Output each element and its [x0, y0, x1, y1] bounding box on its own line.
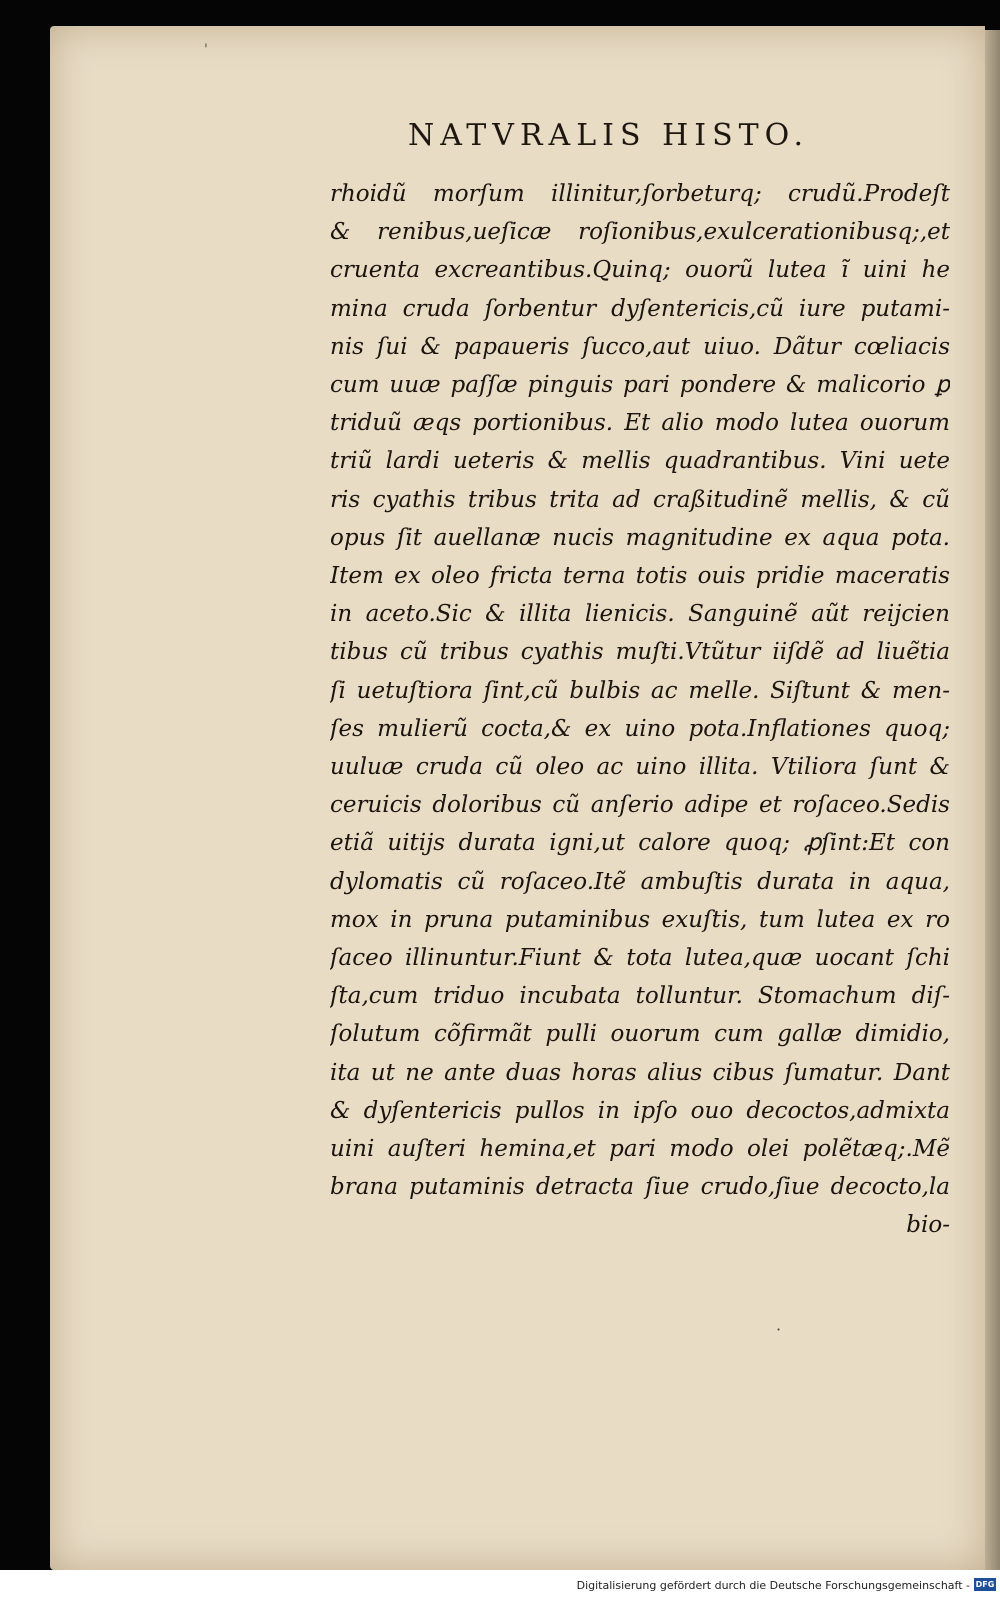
text-line: bio-: [906, 1212, 950, 1239]
text-line: cum uuæ paſſæ pinguis pari pondere & malicorio ꝑ: [330, 372, 950, 399]
ink-spot: ·: [776, 1320, 782, 1339]
text-line: triduũ æqs portionibus. Et alio modo lutea ouorum: [330, 410, 950, 437]
pencil-mark: ': [204, 42, 208, 58]
text-line: ris cyathis tribus trita ad craßitudinẽ mellis, & cũ: [330, 486, 950, 513]
text-line: nis ſui & papaueris ſucco,aut uiuo. Dãtur cœliacis: [330, 333, 950, 360]
text-line: & renibus,ueſicæ roſionibus,exulcerationibusq;,et: [330, 219, 950, 246]
text-line: mox in pruna putaminibus exuſtis, tum lutea ex ro: [330, 906, 950, 933]
text-line: in aceto.Sic & illita lienicis. Sanguinẽ aũt reijcien: [330, 601, 950, 628]
text-line: dylomatis cũ roſaceo.Itẽ ambuſtis durata in aqua,: [330, 868, 950, 895]
footer-credit: Digitalisierung gefördert durch die Deutsche Forschungsgemeinschaft -: [576, 1579, 970, 1592]
text-line: brana putaminis detracta ſiue crudo,ſiue decocto,la: [330, 1174, 950, 1201]
text-block: [330, 175, 950, 1245]
text-line: triũ lardi ueteris & mellis quadrantibus. Vini uete: [330, 448, 950, 475]
text-line: etiã uitijs durata igni,ut calore quoq; ꝓſint:Et con: [330, 830, 950, 857]
text-line: Item ex oleo fricta terna totis ouis pridie maceratis: [330, 563, 950, 590]
text-line: cruenta excreantibus.Quinq; ouorũ lutea ĩ uini he: [330, 257, 950, 284]
text-line: ſes mulierũ cocta,& ex uino pota.Inflationes quoq;: [330, 715, 950, 742]
text-line: ſaceo illinuntur.Fiunt & tota lutea,quæ uocant ſchi: [330, 945, 950, 972]
text-line: & dyſentericis pullos in ipſo ouo decoctos,admixta: [330, 1097, 950, 1124]
text-line: ſta,cum triduo incubata tolluntur. Stomachum diſ-: [330, 983, 950, 1010]
text-line: uini auſteri hemina,et pari modo olei polẽtæq;.Mẽ: [330, 1136, 950, 1163]
text-line: ita ut ne ante duas horas alius cibus ſumatur. Dant: [330, 1059, 950, 1086]
running-head: NATVRALIS HISTO.: [408, 118, 810, 153]
text-line: tibus cũ tribus cyathis muſti.Vtũtur iiſdẽ ad liuẽtia: [330, 639, 950, 666]
text-line: mina cruda ſorbentur dyſentericis,cũ iure putami-: [330, 295, 950, 322]
text-line: ceruicis doloribus cũ anſerio adipe et roſaceo.Sedis: [330, 792, 950, 819]
text-line: opus ſit auellanæ nucis magnitudine ex aqua pota.: [330, 524, 950, 551]
footer-bar: [0, 1570, 1000, 1600]
dfg-logo[interactable]: DFG: [975, 1580, 995, 1589]
text-line: rhoidũ morſum illinitur,ſorbeturq; crudũ.Prodeſt: [330, 181, 950, 207]
text-line: ſolutum cõfirmãt pulli ouorum cum gallæ dimidio,: [330, 1021, 950, 1048]
text-line: uuluæ cruda cũ oleo ac uino illita. Vtiliora ſunt &: [330, 754, 950, 781]
text-line: ſi uetuſtiora ſint,cũ bulbis ac melle. Siſtunt & men-: [330, 677, 950, 704]
